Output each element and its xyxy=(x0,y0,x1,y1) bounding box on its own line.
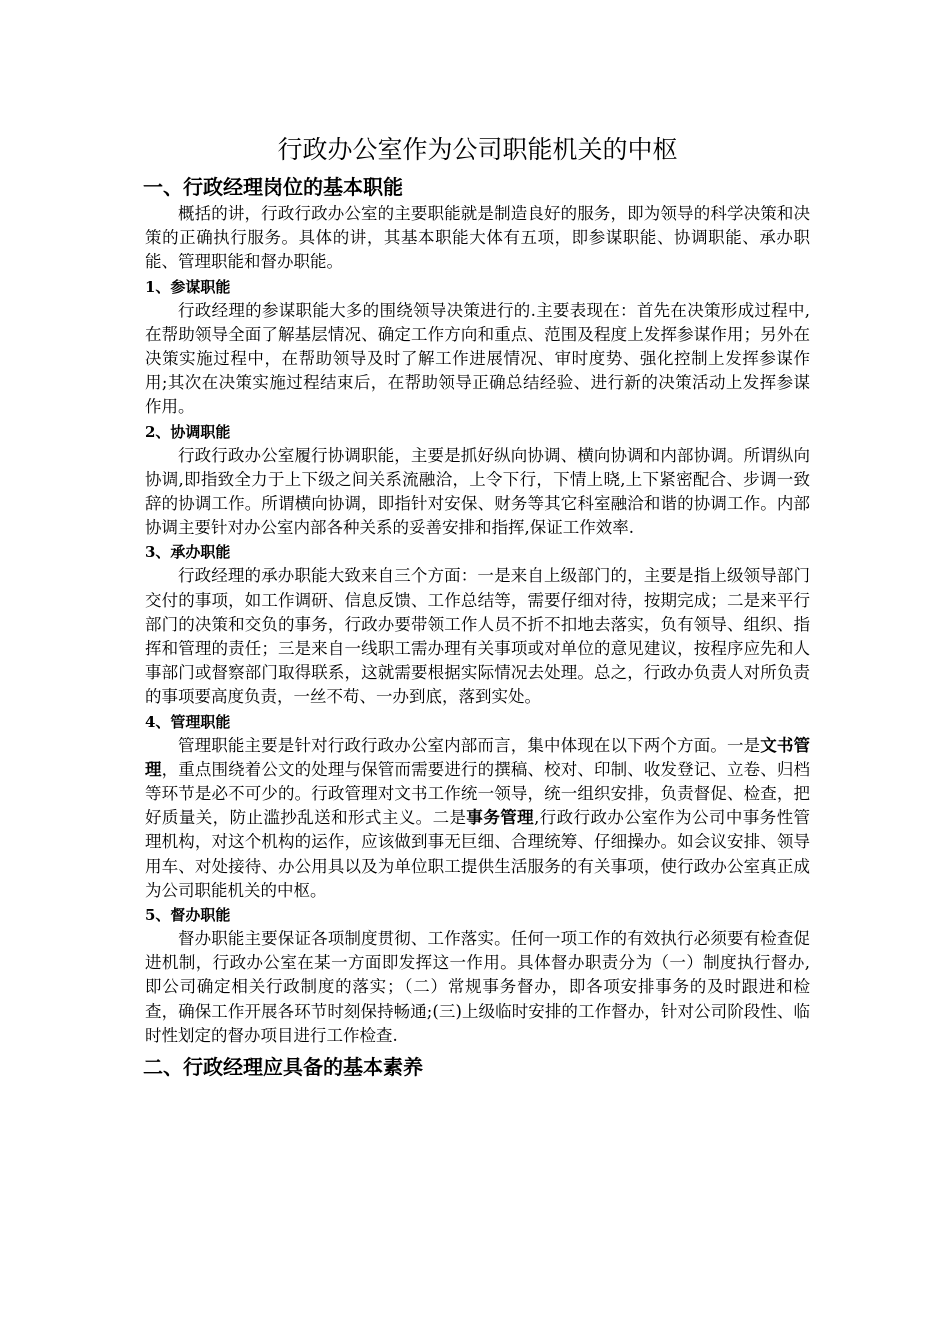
subsection-heading-management: 4、管理职能 xyxy=(145,712,231,731)
management-text-part-c: ,行政行政办公室作为公司中事务性管理机构，对这个机构的运作，应该做到事无巨细、合理统筹、仔细操办。如会议安排、领导用车、对处接待、办公用具以及为单位职工提供生活服务的有关事项，使行政办公室真正成为公司职能机关的中枢。 xyxy=(145,808,811,900)
subsection-heading-advisory: 1、参谋职能 xyxy=(145,277,231,296)
section-heading-1: 一、行政经理岗位的基本职能 xyxy=(143,175,403,199)
subsection-heading-supervision: 5、督办职能 xyxy=(145,906,231,925)
subsection-text-management xyxy=(145,734,810,903)
subsection-text-coordination: 行政行政办公室履行协调职能，主要是抓好纵向协调、横向协调和内部协调。所谓纵向协调,即指致全力于上下级之间关系流融洽，上令下行，下情上晓,上下紧密配合、步调一致辞的协调工作。所谓横向协调，即指针对安保、财务等其它科室融洽和谐的协调工作。内部协调主要针对办公室内部各种关系的妥善安排和指挥,保证工作效率. xyxy=(145,445,810,538)
management-text-part-a: 管理职能主要是针对行政行政办公室内部而言，集中体现在以下两个方面。一是 xyxy=(178,735,761,755)
management-text-part-b: ，重点围绕着公文的处理与保管而需要进行的撰稿、校对、印制、收发登记、立卷、归档等环节是必不可少的。行政管理对文书工作统一领导，统一组织安排，负责督促、检查，把好质量关，防止滥抄乱送和形式主义。二是 xyxy=(145,759,811,828)
section-1-intro: 概括的讲，行政行政办公室的主要职能就是制造良好的服务，即为领导的科学决策和决策的正确执行服务。具体的讲，其基本职能大体有五项，即参谋职能、协调职能、承办职能、管理职能和督办职能。 xyxy=(145,204,810,272)
management-bold-document-management: 文书管理 xyxy=(145,735,811,779)
subsection-text-undertaking: 行政经理的承办职能大致来自三个方面：一是来自上级部门的，主要是指上级领导部门交付的事项，如工作调研、信息反馈、工作总结等，需要仔细对待，按期完成；二是来平行部门的决策和交负的事务，行政办要带领工作人员不折不扣地去落实，负有领导、组织、指挥和管理的责任；三是来自一线职工需办理有关事项或对单位的意见建议，按程序应先和人事部门或督察部门取得联系，这就需要根据实际情况去处理。总之，行政办负责人对所负责的事项要高度负责，一丝不苟、一办到底，落到实处。 xyxy=(145,566,810,707)
subsection-text-advisory: 行政经理的参谋职能大多的围绕领导决策进行的.主要表现在：首先在决策形成过程中,在帮助领导全面了解基层情况、确定工作方向和重点、范围及程度上发挥参谋作用；另外在决策实施过程中，在帮助领导及时了解工作进展情况、审时度势、强化控制上发挥参谋作用;其次在决策实施过程结束后，在帮助领导正确总结经验、进行新的决策活动上发挥参谋作用。 xyxy=(145,300,810,417)
document-page xyxy=(145,130,810,1082)
subsection-heading-undertaking: 3、承办职能 xyxy=(145,543,231,562)
section-heading-2: 二、行政经理应具备的基本素养 xyxy=(143,1055,423,1080)
subsection-text-supervision: 督办职能主要保证各项制度贯彻、工作落实。任何一项工作的有效执行必须要有检查促进机制，行政办公室在某一方面即发挥这一作用。具体督办职责分为（一）制度执行督办,即公司确定相关行政制度的落实；（二）常规事务督办，即各项安排事务的及时跟进和检查，确保工作开展各环节时刻保持畅通;(三)上级临时安排的工作督办，针对公司阶段性、临时性划定的督办项目进行工作检查. xyxy=(145,929,810,1045)
management-bold-affairs-management: 事务管理 xyxy=(466,808,535,828)
subsection-heading-coordination: 2、协调职能 xyxy=(145,422,231,441)
document-title: 行政办公室作为公司职能机关的中枢 xyxy=(277,135,678,164)
